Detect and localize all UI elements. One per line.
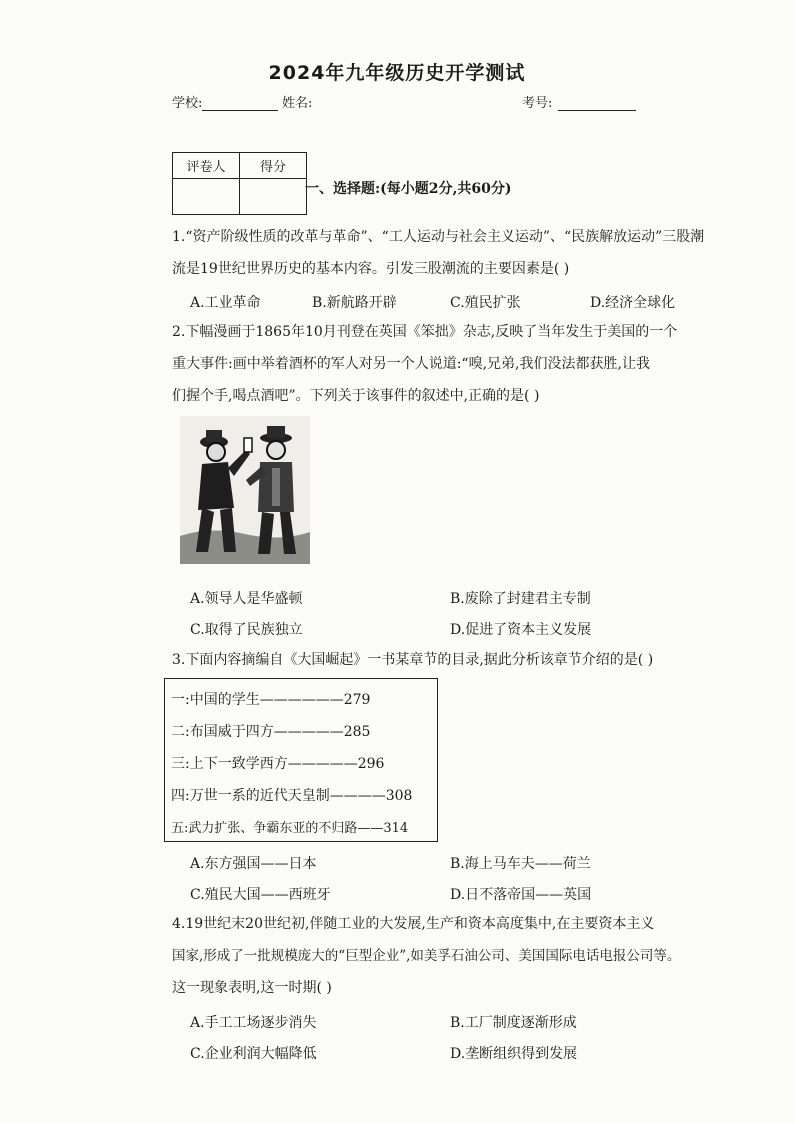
- name-label: 姓名:: [282, 96, 313, 111]
- score-header: 得分: [240, 153, 307, 179]
- score-cell[interactable]: [240, 179, 307, 215]
- q3-option-a[interactable]: A.东方强国——日本: [190, 856, 317, 872]
- q4-option-a[interactable]: A.手工工场逐步消失: [190, 1015, 317, 1031]
- q2-line1: 2.下幅漫画于1865年10月刊登在英国《笨拙》杂志,反映了当年发生于美国的一个: [172, 324, 678, 340]
- q1-option-a[interactable]: A.工业革命: [190, 295, 261, 311]
- q2-option-d[interactable]: D.促进了资本主义发展: [450, 622, 592, 638]
- exam-no-field: [522, 92, 636, 111]
- q4-option-b[interactable]: B.工厂制度逐渐形成: [450, 1015, 577, 1031]
- q1-option-d[interactable]: D.经济全球化: [590, 295, 676, 311]
- exam-no-blank[interactable]: [558, 96, 636, 111]
- cartoon-image: [180, 416, 310, 564]
- table-of-contents: [164, 678, 438, 842]
- toc-row-3: 三:上下一致学西方—————296: [171, 756, 385, 772]
- q4-line3: 这一现象表明,这一时期( ): [172, 980, 332, 996]
- toc-row-5: 五:武力扩张、争霸东亚的不归路——314: [171, 821, 409, 836]
- school-blank[interactable]: [202, 96, 278, 111]
- score-table: [172, 152, 307, 215]
- q4-option-c[interactable]: C.企业利润大幅降低: [190, 1046, 317, 1062]
- q1-option-b[interactable]: B.新航路开辟: [312, 295, 397, 311]
- q2-option-a[interactable]: A.领导人是华盛顿: [190, 591, 303, 607]
- toc-row-1: 一:中国的学生——————279: [171, 692, 371, 708]
- q3-option-d[interactable]: D.日不落帝国——英国: [450, 887, 592, 903]
- name-field: [282, 92, 312, 111]
- q1-option-c[interactable]: C.殖民扩张: [450, 295, 521, 311]
- grader-cell[interactable]: [173, 179, 240, 215]
- toc-row-2: 二:布国威于四方—————285: [171, 724, 371, 740]
- toc-row-4: 四:万世一系的近代天皇制————308: [171, 788, 413, 804]
- exam-no-label: 考号:: [522, 96, 553, 111]
- page-title: 2024年九年级历史开学测试: [268, 62, 526, 84]
- grader-header: 评卷人: [173, 153, 240, 179]
- q2-option-c[interactable]: C.取得了民族独立: [190, 622, 303, 638]
- q4-line2: 国家,形成了一批规模庞大的“巨型企业”,如美孚石油公司、美国国际电话电报公司等。: [172, 948, 681, 964]
- q3-option-c[interactable]: C.殖民大国——西班牙: [190, 887, 331, 903]
- cartoon-drawing-icon: [180, 416, 310, 564]
- q2-option-b[interactable]: B.废除了封建君主专制: [450, 591, 591, 607]
- q2-line3: 们握个手,喝点酒吧”。下列关于该事件的叙述中,正确的是( ): [172, 388, 540, 404]
- section-title: 一、选择题:(每小题2分,共60分): [305, 181, 512, 197]
- school-label: 学校:: [172, 96, 203, 111]
- q2-line2: 重大事件:画中举着酒杯的军人对另一个人说道:“嗅,兄弟,我们没法都获胜,让我: [172, 356, 650, 372]
- q3-option-b[interactable]: B.海上马车夫——荷兰: [450, 856, 591, 872]
- school-field: [172, 92, 278, 111]
- q4-line1: 4.19世纪末20世纪初,伴随工业的大发展,生产和资本高度集中,在主要资本主义: [172, 916, 655, 932]
- q1-line1: 1.“资产阶级性质的改革与革命”、“工人运动与社会主义运动”、“民族解放运动”三股潮: [172, 229, 705, 245]
- q3-line1: 3.下面内容摘编自《大国崛起》一书某章节的目录,据此分析该章节介绍的是( ): [172, 652, 654, 668]
- q1-line2: 流是19世纪世界历史的基本内容。引发三股潮流的主要因素是( ): [172, 261, 570, 277]
- q4-option-d[interactable]: D.垄断组织得到发展: [450, 1046, 578, 1062]
